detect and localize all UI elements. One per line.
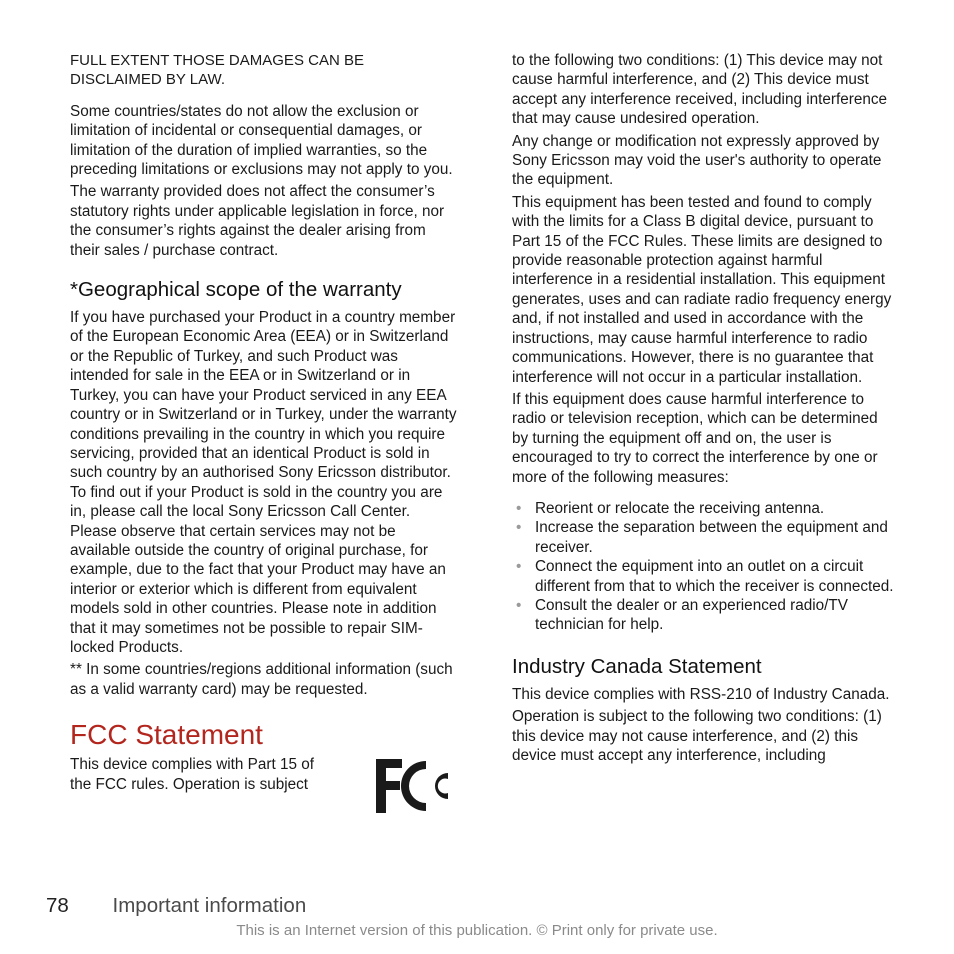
section-title: Important information <box>112 894 307 917</box>
geographical-scope-note: ** In some countries/regions additional information (such as a valid warranty card) may be requested. <box>70 661 453 698</box>
industry-canada-paragraph-1: This device complies with RSS-210 of Industry Canada. <box>512 685 890 703</box>
bullet-icon: • <box>516 519 522 537</box>
industry-canada-heading: Industry Canada Statement <box>512 654 762 678</box>
geographical-scope-heading: *Geographical scope of the warranty <box>70 278 402 302</box>
bullet-icon: • <box>516 558 522 576</box>
fcc-statement-heading: FCC Statement <box>70 719 263 751</box>
list-item: • Connect the equipment into an outlet on a circuit different from that to which the receiver is connected. <box>516 558 894 595</box>
statutory-paragraph: The warranty provided does not affect the consumer’s statutory rights under applicable legislation in force, nor the consumer’s rights against the dealer arising from their sales / purchase contract. <box>70 183 445 259</box>
conditions-paragraph: to the following two conditions: (1) This device may not cause harmful interference, and (2) This device must accept any interference received, including interference that may cause undesired operation. <box>512 52 887 128</box>
exclusion-paragraph: Some countries/states do not allow the exclusion or limitation of incidental or consequential damages, or limitation of the duration of implied warranties, so the preceding limitations or exclusions may not apply to you. <box>70 102 453 179</box>
page-footer <box>46 894 306 918</box>
list-item: • Reorient or relocate the receiving antenna. <box>516 499 825 517</box>
list-item: • Increase the separation between the equipment and receiver. <box>516 519 888 556</box>
fcc-statement-block <box>70 755 458 794</box>
bullet-icon: • <box>516 499 522 517</box>
modification-paragraph: Any change or modification not expressly approved by Sony Ericsson may void the user's authority to operate the equipment. <box>512 132 882 189</box>
measures-list <box>512 499 898 635</box>
industry-canada-paragraph-2: Operation is subject to the following two conditions: (1) this device may not cause interference, and (2) this device must accept any interference, including <box>512 708 882 764</box>
list-item: • Consult the dealer or an experienced radio/TV technician for help. <box>516 596 848 634</box>
right-column <box>512 51 898 768</box>
internet-version-disclaimer: This is an Internet version of this publication. © Print only for private use. <box>236 922 718 939</box>
page-number: 78 <box>46 894 69 917</box>
fcc-logo-icon <box>376 759 450 813</box>
bullet-icon: • <box>516 596 522 614</box>
fcc-statement-paragraph: This device complies with Part 15 of the FCC rules. Operation is subject <box>70 756 315 793</box>
geographical-scope-paragraph: If you have purchased your Product in a country member of the European Economic Area (EEA) or in Switzerland or the Republic of Turkey, and such Product was intended for sale in the EEA or in Switzerland or in Turkey, you can have your Product serviced in any EEA country or in Switzerland or in Turkey, under the warranty conditions prevailing in the country in which you require servicing, provided that an identical Product is sold in such country by an authorised Sony Ericsson distributor. To find out if your Product is sold in the country you are in, please call the local Sony Ericsson Call Center. Please observe that certain services may not be available outside the country of original purchase, for example, due to the fact that your Product may have an interior or exterior which is different from equivalent models sold in other countries. Please note in addition that it may sometimes not be possible to repair SIM-locked Products. <box>70 309 457 656</box>
left-column <box>70 51 458 797</box>
intro-caps-text: FULL EXTENT THOSE DAMAGES CAN BE DISCLAIMED BY LAW. <box>70 52 364 89</box>
interference-measures-paragraph: If this equipment does cause harmful interference to radio or television reception, which can be determined by turning the equipment off and on, the user is encouraged to try to correct the interference by one or more of the following measures: <box>512 390 878 486</box>
class-b-paragraph: This equipment has been tested and found to comply with the limits for a Class B digital device, pursuant to Part 15 of the FCC Rules. These limits are designed to provide reasonable protection against harmful interference in a residential installation. This equipment generates, uses and can radiate radio frequency energy and, if not installed and used in accordance with the instructions, may cause harmful interference to radio communications. However, there is no guarantee that interference will not occur in a particular installation. <box>512 193 892 386</box>
